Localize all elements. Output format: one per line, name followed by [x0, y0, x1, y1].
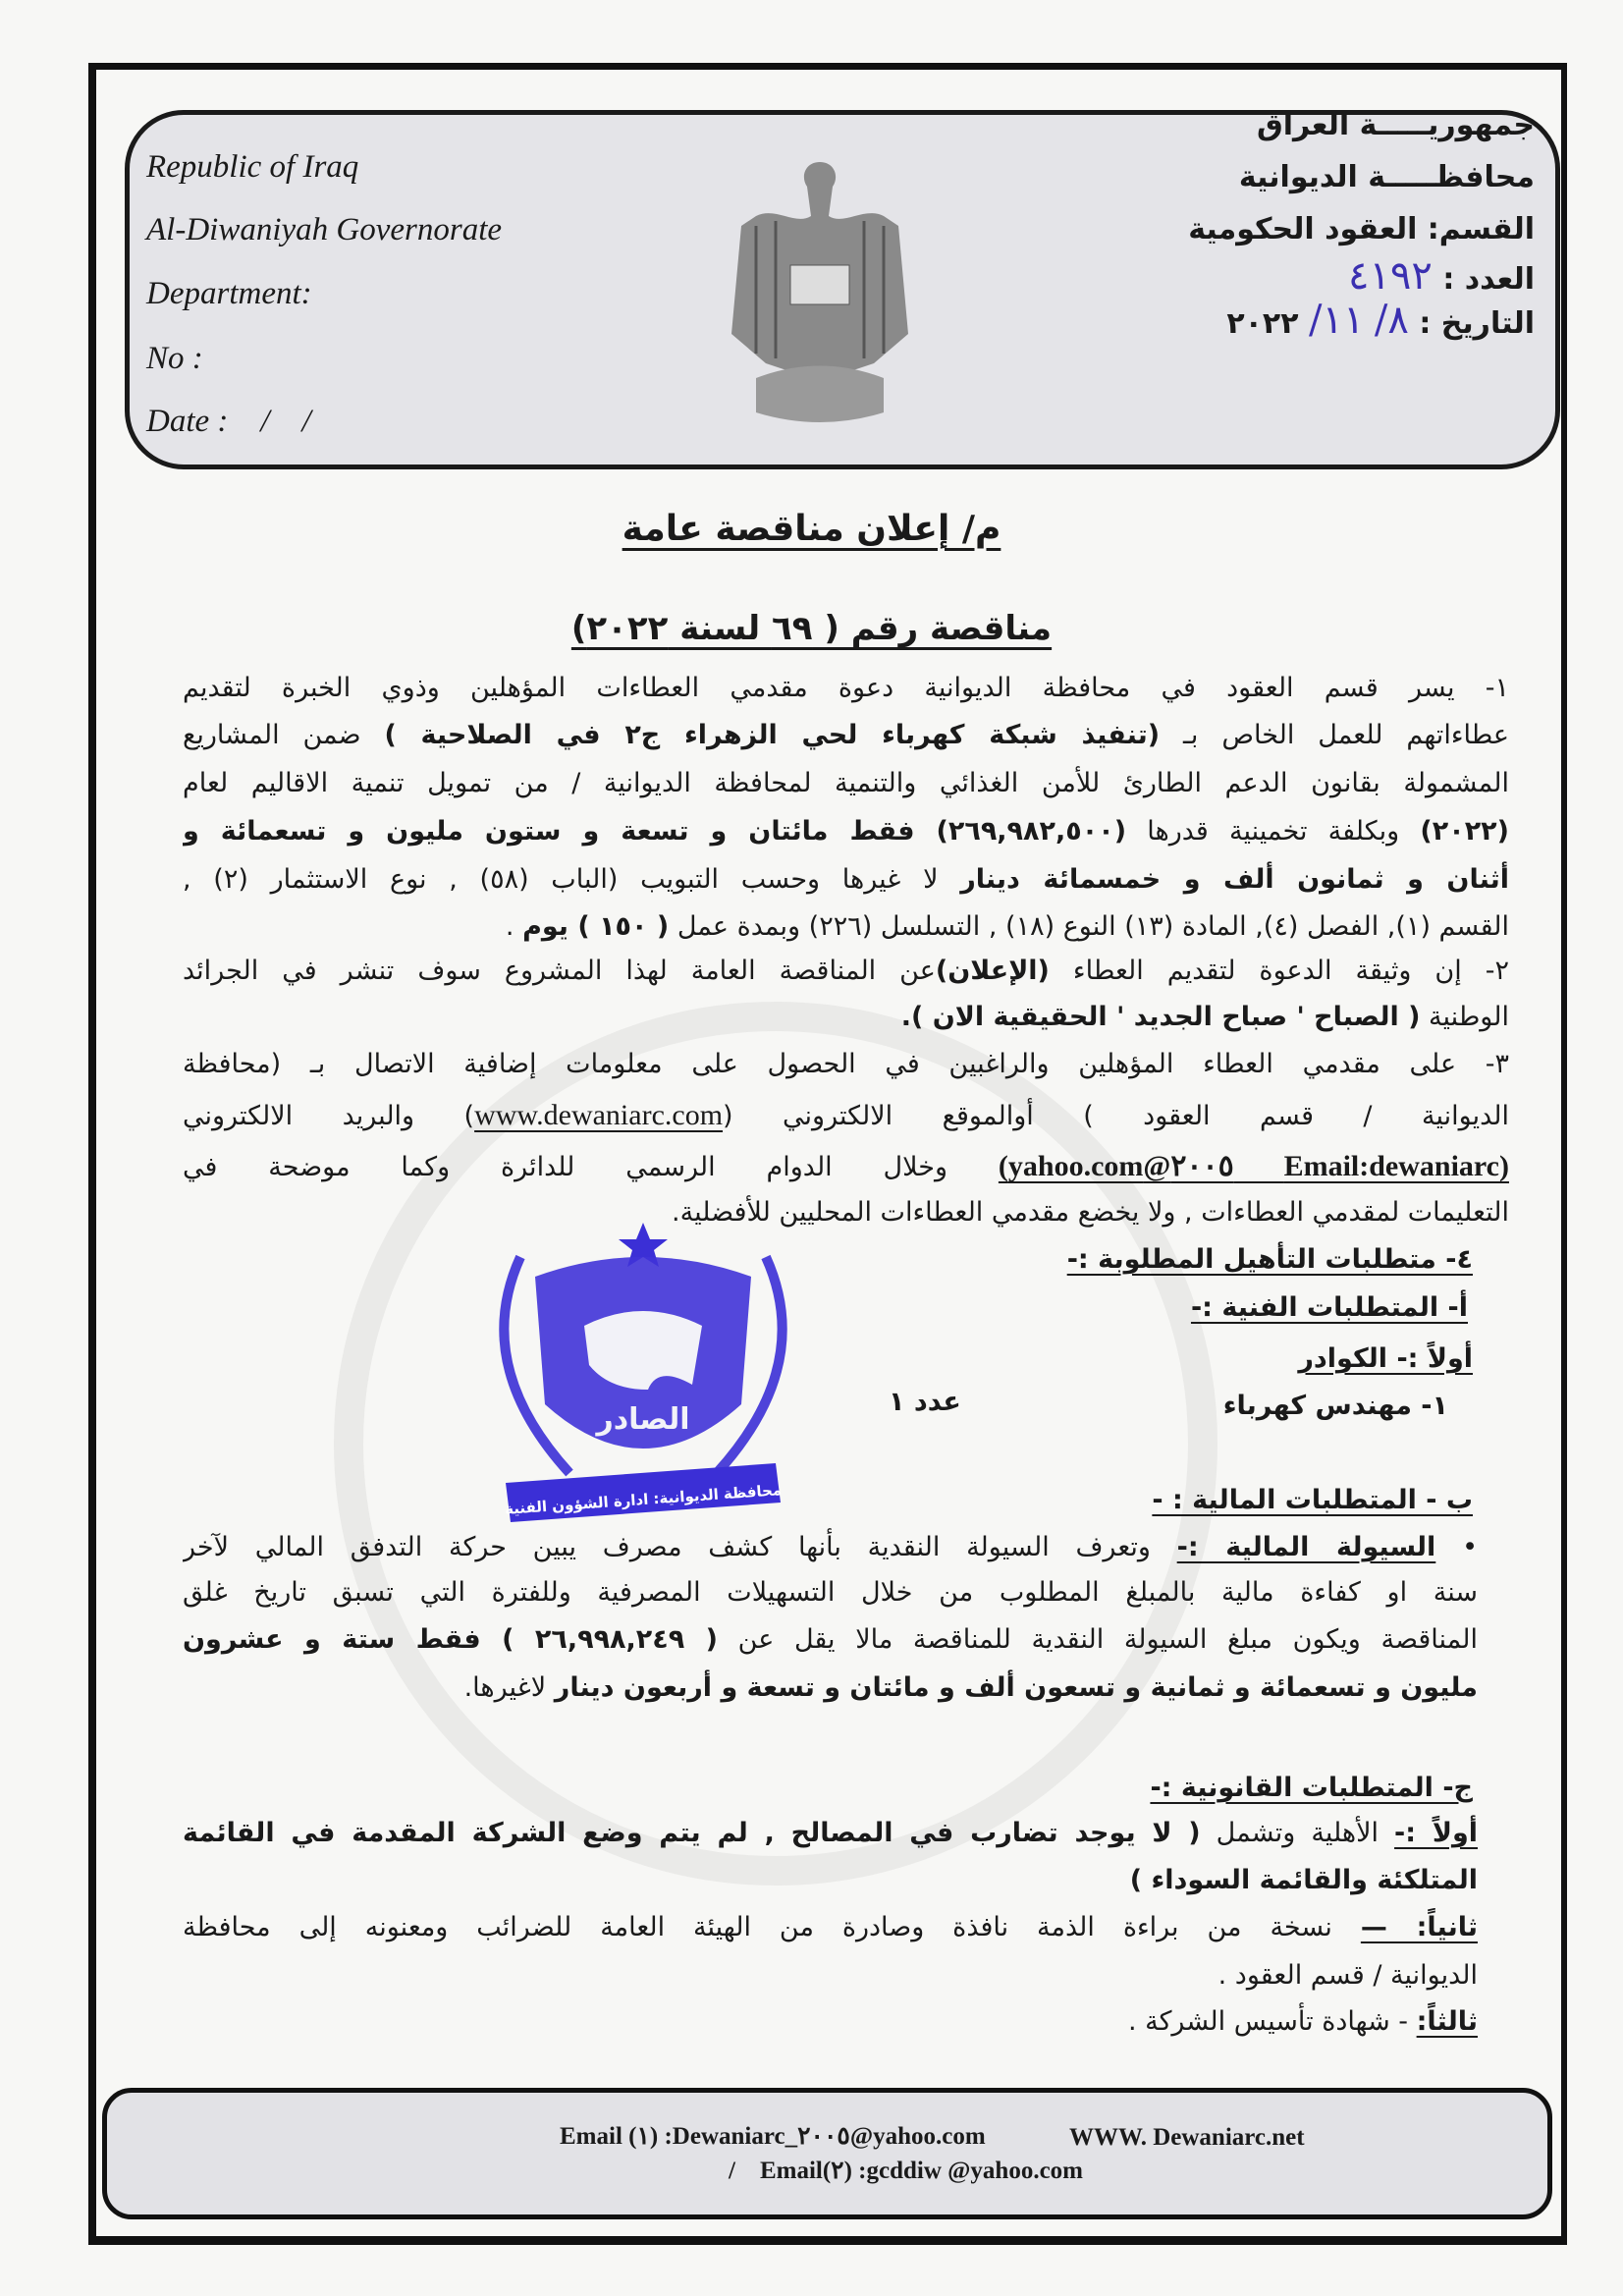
body-text-segment: أثنان و ثمانون ألف و خمسمائة دينار [960, 864, 1509, 895]
body-text-segment: الديوانية / قسم العقود . [1217, 1960, 1478, 1991]
date-label: التاريخ : [1419, 306, 1535, 341]
body-text-segment: التعليمات لمقدمي العطاءات , ولا يخضع مقدمي العطاءات المحليين للأفضلية. [672, 1197, 1509, 1228]
header-governorate-en: Al-Diwaniyah Governorate [146, 212, 503, 247]
body-text-segment: لاغيرها. [463, 1672, 555, 1703]
body-line [1218, 1956, 1478, 1995]
body-text-segment: الديوانية / قسم العقود ) أوالموقع الالكتروني ( [723, 1101, 1509, 1131]
body-line [183, 1573, 1478, 1613]
body-line [183, 1096, 1509, 1135]
body-text-segment: السيولة المالية :- [1176, 1532, 1436, 1562]
body-line [1130, 1861, 1478, 1900]
body-text-segment: أ- المتطلبات الفنية :- [1190, 1292, 1468, 1323]
body-text-segment: ( ١٥٠ ) يوم [522, 911, 670, 942]
body-text-segment: المناقصة ويكون مبلغ السيولة النقدية للمناقصة مالا يقل عن [718, 1624, 1478, 1655]
body-text-segment: www.dewaniarc.com [474, 1099, 724, 1131]
body-line [183, 764, 1509, 803]
body-text-segment: المشمولة بقانون الدعم الطارئ للأمن الغذائي والتنمية لمحافظة الديوانية / من تمويل تنمية الاقاليم لعام [183, 768, 1509, 798]
body-text-segment: ١- يسر قسم العقود في محافظة الديوانية دعوة مقدمي العطاءات المؤهلين وذوي الخبرة لتقديم [183, 673, 1509, 703]
body-text-segment: وبكلفة تخمينية قدرها [1126, 816, 1421, 847]
header-governorate-ar: محافظـــــة الديوانية [1238, 160, 1535, 194]
number-handwritten: ٤١٩٢ [1347, 253, 1433, 299]
body-text-segment: (٢٠٢٢) [1420, 816, 1509, 847]
body-line [183, 952, 1509, 991]
body-text-segment: • [1435, 1532, 1478, 1562]
body-line [901, 998, 1509, 1037]
body-text-segment: ٢- إن وثيقة الدعوة لتقديم العطاء [1049, 956, 1509, 986]
date-day: ٨/ [1374, 298, 1409, 343]
body-line [183, 812, 1509, 851]
body-text-segment: ب - المتطلبات المالية : - [1152, 1485, 1473, 1515]
body-text-segment: ثانياً: — [1360, 1912, 1478, 1942]
body-text-segment: - شهادة تأسيس الشركة . [1127, 2006, 1417, 2037]
engineer-count: عدد ١ [889, 1387, 961, 1417]
stamp-ribbon-text: محافظة الديوانية: ادارة الشؤون الفنية [504, 1481, 783, 1518]
header-department-en: Department: [146, 276, 312, 311]
header-country-ar: جمهوريـــــة العراق [1256, 108, 1535, 142]
body-line [1128, 2002, 1478, 2042]
body-text-segment: عطاءاتهم للعمل الخاص بـ [1160, 720, 1509, 750]
body-line [464, 1668, 1478, 1708]
body-text-segment: مليون و تسعمائة و ثمانية و تسعون ألف و مائتان و تسعة و أربعون دينار [554, 1672, 1478, 1703]
body-line [1150, 1769, 1473, 1808]
body-line [183, 860, 1509, 900]
iraq-eagle-emblem-icon [727, 157, 913, 427]
body-text-segment: ٣- على مقدمي العطاء المؤهلين والراغبين في الحصول على معلومات إضافية الاتصال بـ (محافظة [183, 1049, 1509, 1079]
body-text-segment: ١- مهندس كهرباء [1222, 1391, 1448, 1421]
body-line [183, 1908, 1478, 1947]
body-line [1298, 1339, 1473, 1379]
header-department-ar: القسم: العقود الحكومية [1188, 212, 1535, 246]
body-line [183, 1814, 1478, 1853]
body-text-segment: الوطنية [1420, 1002, 1509, 1032]
body-text-segment: القسم (١), الفصل (٤), المادة (١٣) النوع (١٨) , التسلسل (٢٢٦) وبمدة عمل [669, 911, 1509, 942]
body-text-segment: لا غيرها وحسب التبويب (الباب (٥٨) , نوع الاستثمار (٢) , [183, 864, 961, 895]
body-line [183, 1620, 1478, 1660]
body-line [1191, 1288, 1468, 1328]
official-stamp-icon [481, 1218, 805, 1542]
footer-website: WWW. Dewaniarc.net [1069, 2124, 1305, 2151]
body-text-segment: سنة او كفاءة مالية بالمبلغ المطلوب من خلال التسهيلات المصرفية وللفترة التي تسبق تاريخ غلق [183, 1577, 1478, 1608]
body-text-segment: (الإعلان) [935, 956, 1050, 986]
footer-box [102, 2088, 1552, 2219]
body-text-segment: (تنفيذ شبكة كهرباء لحي الزهراء ج٢ في الصلاحية ) [384, 720, 1161, 750]
body-text-segment: أولاً :- [1394, 1818, 1478, 1848]
date-year: ٢٠٢٢ [1226, 306, 1299, 341]
tender-number: مناقصة رقم ( ٦٩ لسنة ٢٠٢٢) [570, 609, 1053, 648]
body-text-segment: وتعرف السيولة النقدية بأنها كشف مصرف يبين حركة التدفق المالي لآخر [183, 1532, 1177, 1562]
body-line [183, 716, 1509, 755]
body-text-segment: (٢٦٩,٩٨٢,٥٠٠) فقط مائتان و تسعة و ستون مليون و تسعمائة و [183, 816, 1127, 847]
body-text-segment: أولاً :- الكوادر [1298, 1343, 1473, 1374]
body-text-segment: المتلكئة والقائمة السوداء ) [1129, 1865, 1478, 1895]
body-text-segment: ٤- متطلبات التأهيل المطلوبة :- [1066, 1244, 1473, 1275]
body-line [506, 907, 1509, 947]
body-text-segment: ( الصباح ' صباح الجديد ' الحقيقية الان ). [900, 1002, 1421, 1032]
date-month: ١١/ [1309, 298, 1365, 343]
body-text-segment: ( لا يوجد تضارب في المصالح , لم يتم وضع الشركة المقدمة في القائمة [183, 1818, 1201, 1848]
body-line [1067, 1240, 1473, 1280]
stamp-center-text: الصادر [596, 1402, 690, 1437]
header-date [1226, 298, 1535, 343]
body-text-segment: ضمن المشاريع [183, 720, 385, 750]
body-text-segment: الأهلية وتشمل [1200, 1818, 1395, 1848]
body-text-segment: ثالثاً: [1416, 2006, 1478, 2037]
header-date-en: Date : / / [146, 404, 311, 439]
body-text-segment: ج- المتطلبات القانونية :- [1150, 1773, 1473, 1803]
document-title: م/ إعلان مناقصة عامة [622, 509, 1001, 549]
header-number [1348, 253, 1535, 299]
body-text-segment: ) والبريد الالكتروني [183, 1101, 475, 1131]
body-text-segment: وخلال الدوام الرسمي للدائرة وكما موضحة في [183, 1152, 999, 1182]
footer-email-2: / Email(٢) :gcddiw @yahoo.com [729, 2158, 1083, 2184]
body-line [183, 1045, 1509, 1084]
body-line [1152, 1481, 1473, 1520]
header-no-en: No : [146, 341, 203, 376]
body-line [183, 1528, 1478, 1567]
body-text-segment: عن المناقصة العامة لهذا المشروع سوف تنشر في الجرائد [183, 956, 936, 986]
body-text-segment: ( ٢٦,٩٩٨,٢٤٩ ) فقط ستة و عشرون [183, 1624, 719, 1655]
number-label: العدد : [1442, 262, 1535, 297]
body-line [1223, 1387, 1448, 1426]
body-text-segment: (Email:dewaniarc ٢٠٠٥@yahoo.com) [998, 1150, 1509, 1182]
body-line [183, 1147, 1509, 1186]
body-text-segment: . [505, 911, 523, 942]
body-text-segment: نسخة من براءة الذمة نافذة وصادرة من الهيئة العامة للضرائب ومعنونه إلى محافظة [183, 1912, 1361, 1942]
body-line [183, 669, 1509, 708]
header-country-en: Republic of Iraq [146, 149, 359, 185]
footer-email-1: Email (١) :Dewaniarc_٢٠٠٥@yahoo.com [560, 2123, 986, 2150]
